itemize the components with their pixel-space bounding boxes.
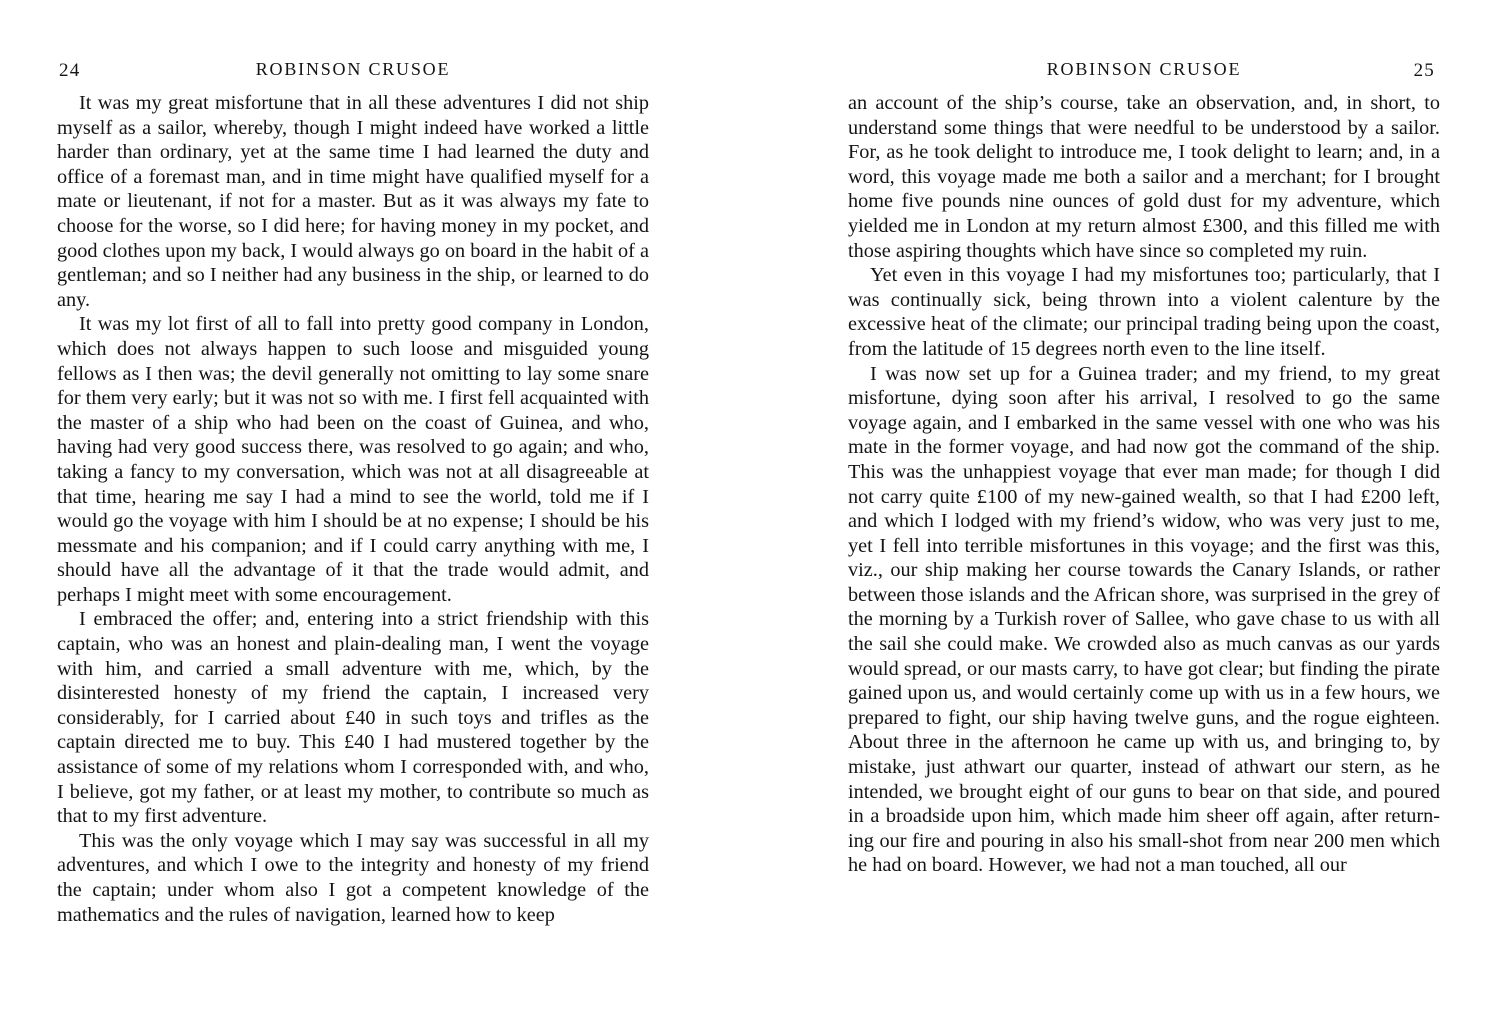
left-running-title: ROBINSON CRUSOE <box>255 59 451 79</box>
right-page-number: 25 <box>1413 60 1435 81</box>
right-page <box>848 55 1440 878</box>
left-paragraph-2: It was my lot first of all to fall into pretty good company in London, which does not always happen to such loose and misguided young fellows as I then was; the devil generally not omitting to lay some snare for them very early; but it was not so with me. I first fell acquainted with the master of a ship who had been on the coast of Guinea, and who, having had very good success there, was resolved to go again; and who, taking a fancy to my conversation, which was not at all disagreeable at that time, hearing me say I had a mind to see the world, told me if I would go the voyage with him I should be at no expense; I should be his messmate and his companion; and if I could carry anything with me, I should have all the advantage of it that the trade would admit, and perhaps I might meet with some encouragement. <box>57 313 649 606</box>
left-running-head <box>57 55 649 85</box>
left-page <box>57 55 649 927</box>
right-paragraph-1: an account of the ship’s course, take an observation, and, in short, to understand some things that were needful to be understood by a sailor. For, as he took delight to introduce me, I took delight to learn; and, in a word, this voyage made me both a sailor and a merchant; for I brought home five pounds nine ounces of gold dust for my adventure, which yielded me in London at my return almost £300, and this filled me with those aspiring thoughts which have since so completed my ruin. <box>848 92 1440 262</box>
left-page-number: 24 <box>59 60 81 81</box>
left-paragraph-1: It was my great misfortune that in all these adventures I did not ship myself as a sailor, whereby, though I might indeed have worked a little harder than ordinary, yet at the same time I had learned the duty and office of a foremast man, and in time might have qualified myself for a mate or lieutenant, if not for a master. But as it was always my fate to choose for the worse, so I did here; for having money in my pocket, and good clothes upon my back, I would always go on board in the habit of a gentleman; and so I neither had any business in the ship, or learned to do any. <box>57 92 649 311</box>
right-body-text <box>848 91 1440 878</box>
left-body-text <box>57 91 649 927</box>
right-paragraph-3: I was now set up for a Guinea trader; and my friend, to my great misfortune, dying soon after his arrival, I resolved to go the same voyage again, and I embarked in the same vessel with one who was his mate in the former voyage, and had now got the command of the ship. This was the unhappiest voyage that ever man made; for though I did not carry quite £100 of my new-gained wealth, so that I had £200 left, and which I lodged with my friend’s widow, who was very just to me, yet I fell into terrible misfortunes in this voyage; and the first was this, viz., our ship making her course towards the Canary Islands, or rather between those islands and the African shore, was surprised in the grey of the morning by a Turkish rover of Sallee, who gave chase to us with all the sail she could make. We crowded also as much canvas as our yards would spread, or our masts carry, to have got clear; but finding the pirate gained upon us, and would certainly come up with us in a few hours, we prepared to fight, our ship having twelve guns, and the rogue eighteen. About three in the afternoon he came up with us, and bringing to, by mistake, just athwart our quarter, instead of athwart our stern, as he intended, we brought eight of our guns to bear on that side, and poured in a broadside upon him, which made him sheer off again, after returning our fire and pouring in also his small-shot from near 200 men which he had on board. However, we had not a man touched, all our <box>848 362 1440 877</box>
left-paragraph-3: I embraced the offer; and, entering into a strict friendship with this captain, who was an honest and plain-dealing man, I went the voyage with him, and carried a small adventure with me, which, by the disinterested honesty of my friend the captain, I increased very considerably, for I carried about £40 in such toys and trifles as the captain directed me to buy. This £40 I had mustered together by the assistance of some of my relations whom I corresponded with, and who, I believe, got my father, or at least my mother, to contribute so much as that to my first adventure. <box>57 608 649 828</box>
right-paragraph-2: Yet even in this voyage I had my misfortunes too; particularly, that I was continually sick, being thrown into a violent calenture by the excessive heat of the climate; our principal trading being upon the coast, from the latitude of 15 degrees north even to the line itself. <box>848 264 1440 360</box>
left-paragraph-4: This was the only voyage which I may say was successful in all my adventures, and which I owe to the integrity and honesty of my friend the captain; under whom also I got a competent knowledge of the mathematics and the rules of navigation, learned how to keep <box>57 829 649 926</box>
right-running-title: ROBINSON CRUSOE <box>1046 59 1242 79</box>
right-running-head <box>848 55 1440 85</box>
